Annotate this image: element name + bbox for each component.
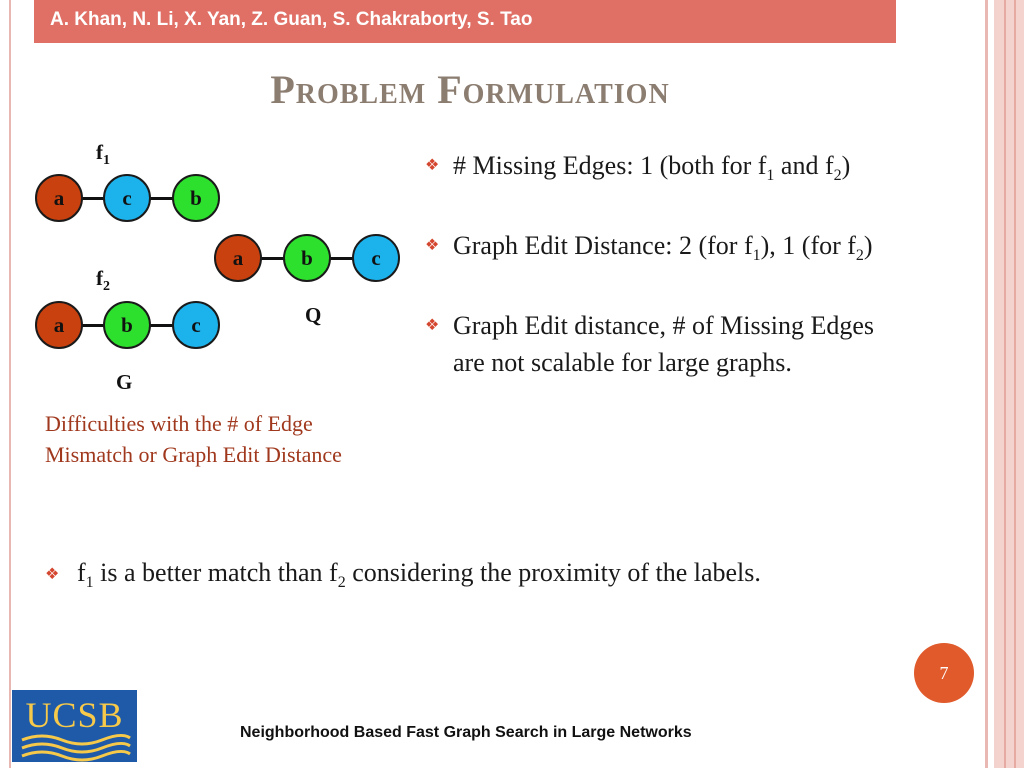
- authors-text: A. Khan, N. Li, X. Yan, Z. Guan, S. Chakraborty, S. Tao: [50, 9, 533, 30]
- q-node-c: c: [352, 234, 400, 282]
- f1-node-a: a: [35, 174, 83, 222]
- g-label: G: [116, 370, 133, 394]
- bullet-list: [425, 147, 905, 414]
- slide-title: Problem Formulation: [270, 67, 670, 112]
- f2-node-b: b: [103, 301, 151, 349]
- diamond-bullet-icon: ❖: [45, 566, 60, 583]
- bullet-item: ❖ Graph Edit Distance: 2 (for $f_1$), 1 (for $f_2$): [425, 227, 905, 274]
- f1-node-b: b: [172, 174, 220, 222]
- q-node-a: a: [214, 234, 262, 282]
- f2-label: $f_2$: [96, 266, 110, 295]
- right-border-stripe: [1004, 0, 1006, 768]
- bullet-item: ❖ Graph Edit distance, # of Missing Edges are not scalable for large graphs.: [425, 307, 905, 381]
- q-node-b: b: [283, 234, 331, 282]
- diamond-bullet-icon: ❖: [425, 157, 440, 174]
- diamond-bullet-icon: ❖: [425, 237, 440, 255]
- logo-waves-icon: [12, 690, 137, 762]
- f1-label: $f_1$: [96, 140, 110, 169]
- diamond-bullet-icon: ❖: [425, 317, 440, 335]
- conclusion-bullet: ❖ $f_1$ is a better match than $f_2$ considering the proximity of the labels.: [45, 558, 761, 592]
- f2-node-a: a: [35, 301, 83, 349]
- f2-node-c: c: [172, 301, 220, 349]
- right-border-stripe: [985, 0, 988, 768]
- page-number: 7: [939, 662, 949, 683]
- logo-text: UCSB: [25, 695, 124, 735]
- f1-node-c: c: [103, 174, 151, 222]
- left-border-line: [9, 0, 11, 768]
- footer-title: Neighborhood Based Fast Graph Search in Large Networks: [240, 724, 692, 741]
- bullet-item: ❖ # Missing Edges: 1 (both for $f_1$ and $f_2$): [425, 147, 905, 194]
- right-border-stripe: [994, 0, 1024, 768]
- right-border-stripe: [1014, 0, 1016, 768]
- page-number-badge: [914, 643, 974, 703]
- ucsb-logo: [12, 690, 137, 762]
- q-label: Q: [305, 303, 322, 327]
- difficulty-note: Difficulties with the # of Edge Mismatch or Graph Edit Distance: [45, 411, 342, 467]
